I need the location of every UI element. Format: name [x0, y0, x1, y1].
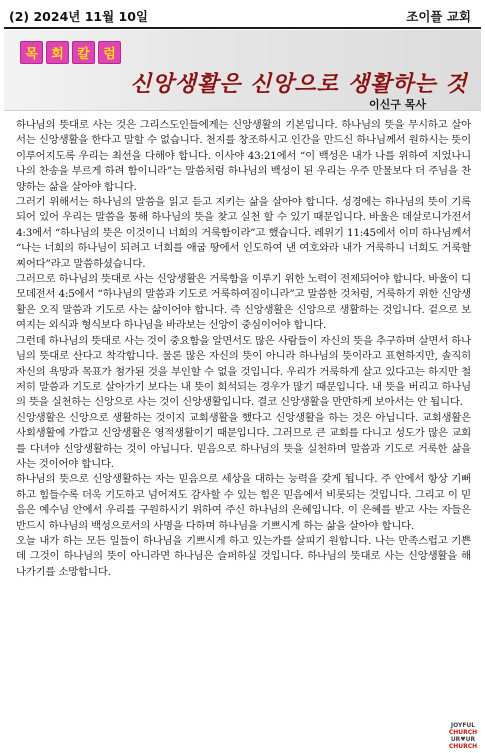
- logo-line: UR♥UR: [450, 736, 476, 743]
- body-paragraph: 그러기 위해서는 하나님의 말씀을 읽고 듣고 지키는 삶을 살아야 합니다. 성경에는 하나님의 뜻이 기록되어 있어 우리는 말씀을 통해 하나님의 뜻을 찾고 실천 할 수 있기 때문입니다. 바울은 데살로니가전서 4:3에서 “하나님의 뜻은 이것이니 너희의 거룩함이라”고 했습니다. 레위기 11:45에서 이미 하나님께서 “나는 너희의 하나님이 되려고 너희를 애굽 땅에서 인도하여 낸 여호와라 내가 거룩하니 너희도 거룩할찌어다”라고 말씀하셨습니다.: [16, 196, 471, 270]
- logo-line: JOYFUL: [450, 722, 476, 729]
- column-body: [16, 118, 471, 580]
- column-title: 신앙생활은 신앙으로 생활하는 것: [130, 72, 468, 97]
- church-name: 조이플 교회: [406, 9, 471, 24]
- column-label-char: 칼: [72, 41, 95, 64]
- column-label-char: 럼: [98, 41, 121, 64]
- body-paragraph: 그런데 하나님의 뜻대로 사는 것이 중요함을 알면서도 많은 사람들이 자신의 뜻을 추구하며 살면서 하나님의 뜻대로 산다고 착각합니다. 물론 많은 자신의 뜻이 아니라 하나님의 뜻이라고 표현하지만, 솔직히 자신의 욕망과 목표가 첨가된 것을 부인할 수 없을 것입니다. 우리가 거룩하게 살고 있다고는 하지만 철저히 말씀과 기도로 살아가기 보다는 내 뜻이 희석되는 경우가 많기 때문입니다. 내 뜻을 버리고 하나님의 뜻을 실천하는 신앙으로 사는 것이 신앙생활입니다. 결코 신앙생활을 만만하게 보아서는 안 됩니다.: [16, 334, 471, 409]
- header-divider: [4, 27, 481, 29]
- column-author: 이신구 목사: [369, 98, 426, 111]
- church-logo: [444, 722, 482, 752]
- column-label-char: 회: [46, 41, 69, 64]
- logo-line: CHURCH: [448, 743, 478, 750]
- column-label: [20, 41, 121, 64]
- body-paragraph: 신앙생활은 신앙으로 생활하는 것이지 교회생활을 했다고 신앙생활을 하는 것은 아닙니다. 교회생활은 사회생활에 가깝고 신앙생활은 영적생활이기 때문입니다. 그러므로 큰 교회를 다니고 성도가 많은 교회를 다녀야 신앙생활하는 것이 아닙니다. 믿음으로 하나님의 뜻을 실천하며 말씀과 기도로 거룩한 삶을 사는 것이어야 합니다.: [16, 411, 471, 470]
- body-paragraph: 하나님의 뜻으로 신앙생활하는 자는 믿음으로 세상을 대하는 능력을 갖게 됩니다. 주 안에서 항상 기뻐하고 힘들수록 더욱 기도하고 넘어져도 감사할 수 있는 힘은 믿음에서 비롯되는 것입니다. 그리고 이 믿음은 예수님 안에서 우리를 구원하시기 위하여 주신 하나님의 은혜입니다. 이 은혜를 받고 사는 자들은 반드시 하나님의 백성으로서의 사명을 다하며 하나님을 기쁘시게 하는 삶을 살아야 합니다.: [16, 473, 471, 532]
- body-paragraph: 하나님의 뜻대로 사는 것은 그리스도인들에게는 신앙생활의 기본입니다. 하나님의 뜻을 무시하고 살아서는 신앙생활을 한다고 말할 수 없습니다. 천지를 창조하시고 인간을 만드신 하나님께서 원하시는 뜻이 이루어지도록 우리는 최선을 다해야 합니다. 이사야 43:21에서 “이 백성은 내가 나를 위하여 지었나니 나의 찬송을 부르게 하려 함이니라”는 말씀처럼 하나님의 백성이 된 우리는 우주 만물보다 더 주님을 찬양하는 삶을 살아야 합니다.: [16, 119, 471, 193]
- column-label-char: 목: [20, 41, 43, 64]
- issue-date: (2) 2024년 11월 10일: [9, 9, 148, 24]
- logo-line: CHURCH: [448, 729, 478, 736]
- page-header: [0, 0, 485, 26]
- body-paragraph: 그러므로 하나님의 뜻대로 사는 신앙생활은 거룩함을 이루기 위한 노력이 전제되어야 합니다. 바울이 디모데전서 4:5에서 “하나님의 말씀과 기도로 거룩하여짐이니라”고 말씀한 것처럼, 거룩하기 위한 신앙생활은 오직 말씀과 기도로 사는 삶이어야 합니다. 즉 신앙생활은 신앙으로 생활하는 것입니다. 겉으로 보여지는 외식과 형식보다 하나님을 바라보는 신앙이 중심이어야 합니다.: [16, 273, 471, 332]
- body-paragraph: 오늘 내가 하는 모든 일들이 하나님을 기쁘시게 하고 있는가를 살피기 원합니다. 나는 만족스럽고 기쁜데 그것이 하나님의 뜻이 아니라면 하나님은 슬퍼하실 것입니다. 하나님의 뜻대로 사는 신앙생활을 해 나가기를 소망합니다.: [16, 534, 471, 578]
